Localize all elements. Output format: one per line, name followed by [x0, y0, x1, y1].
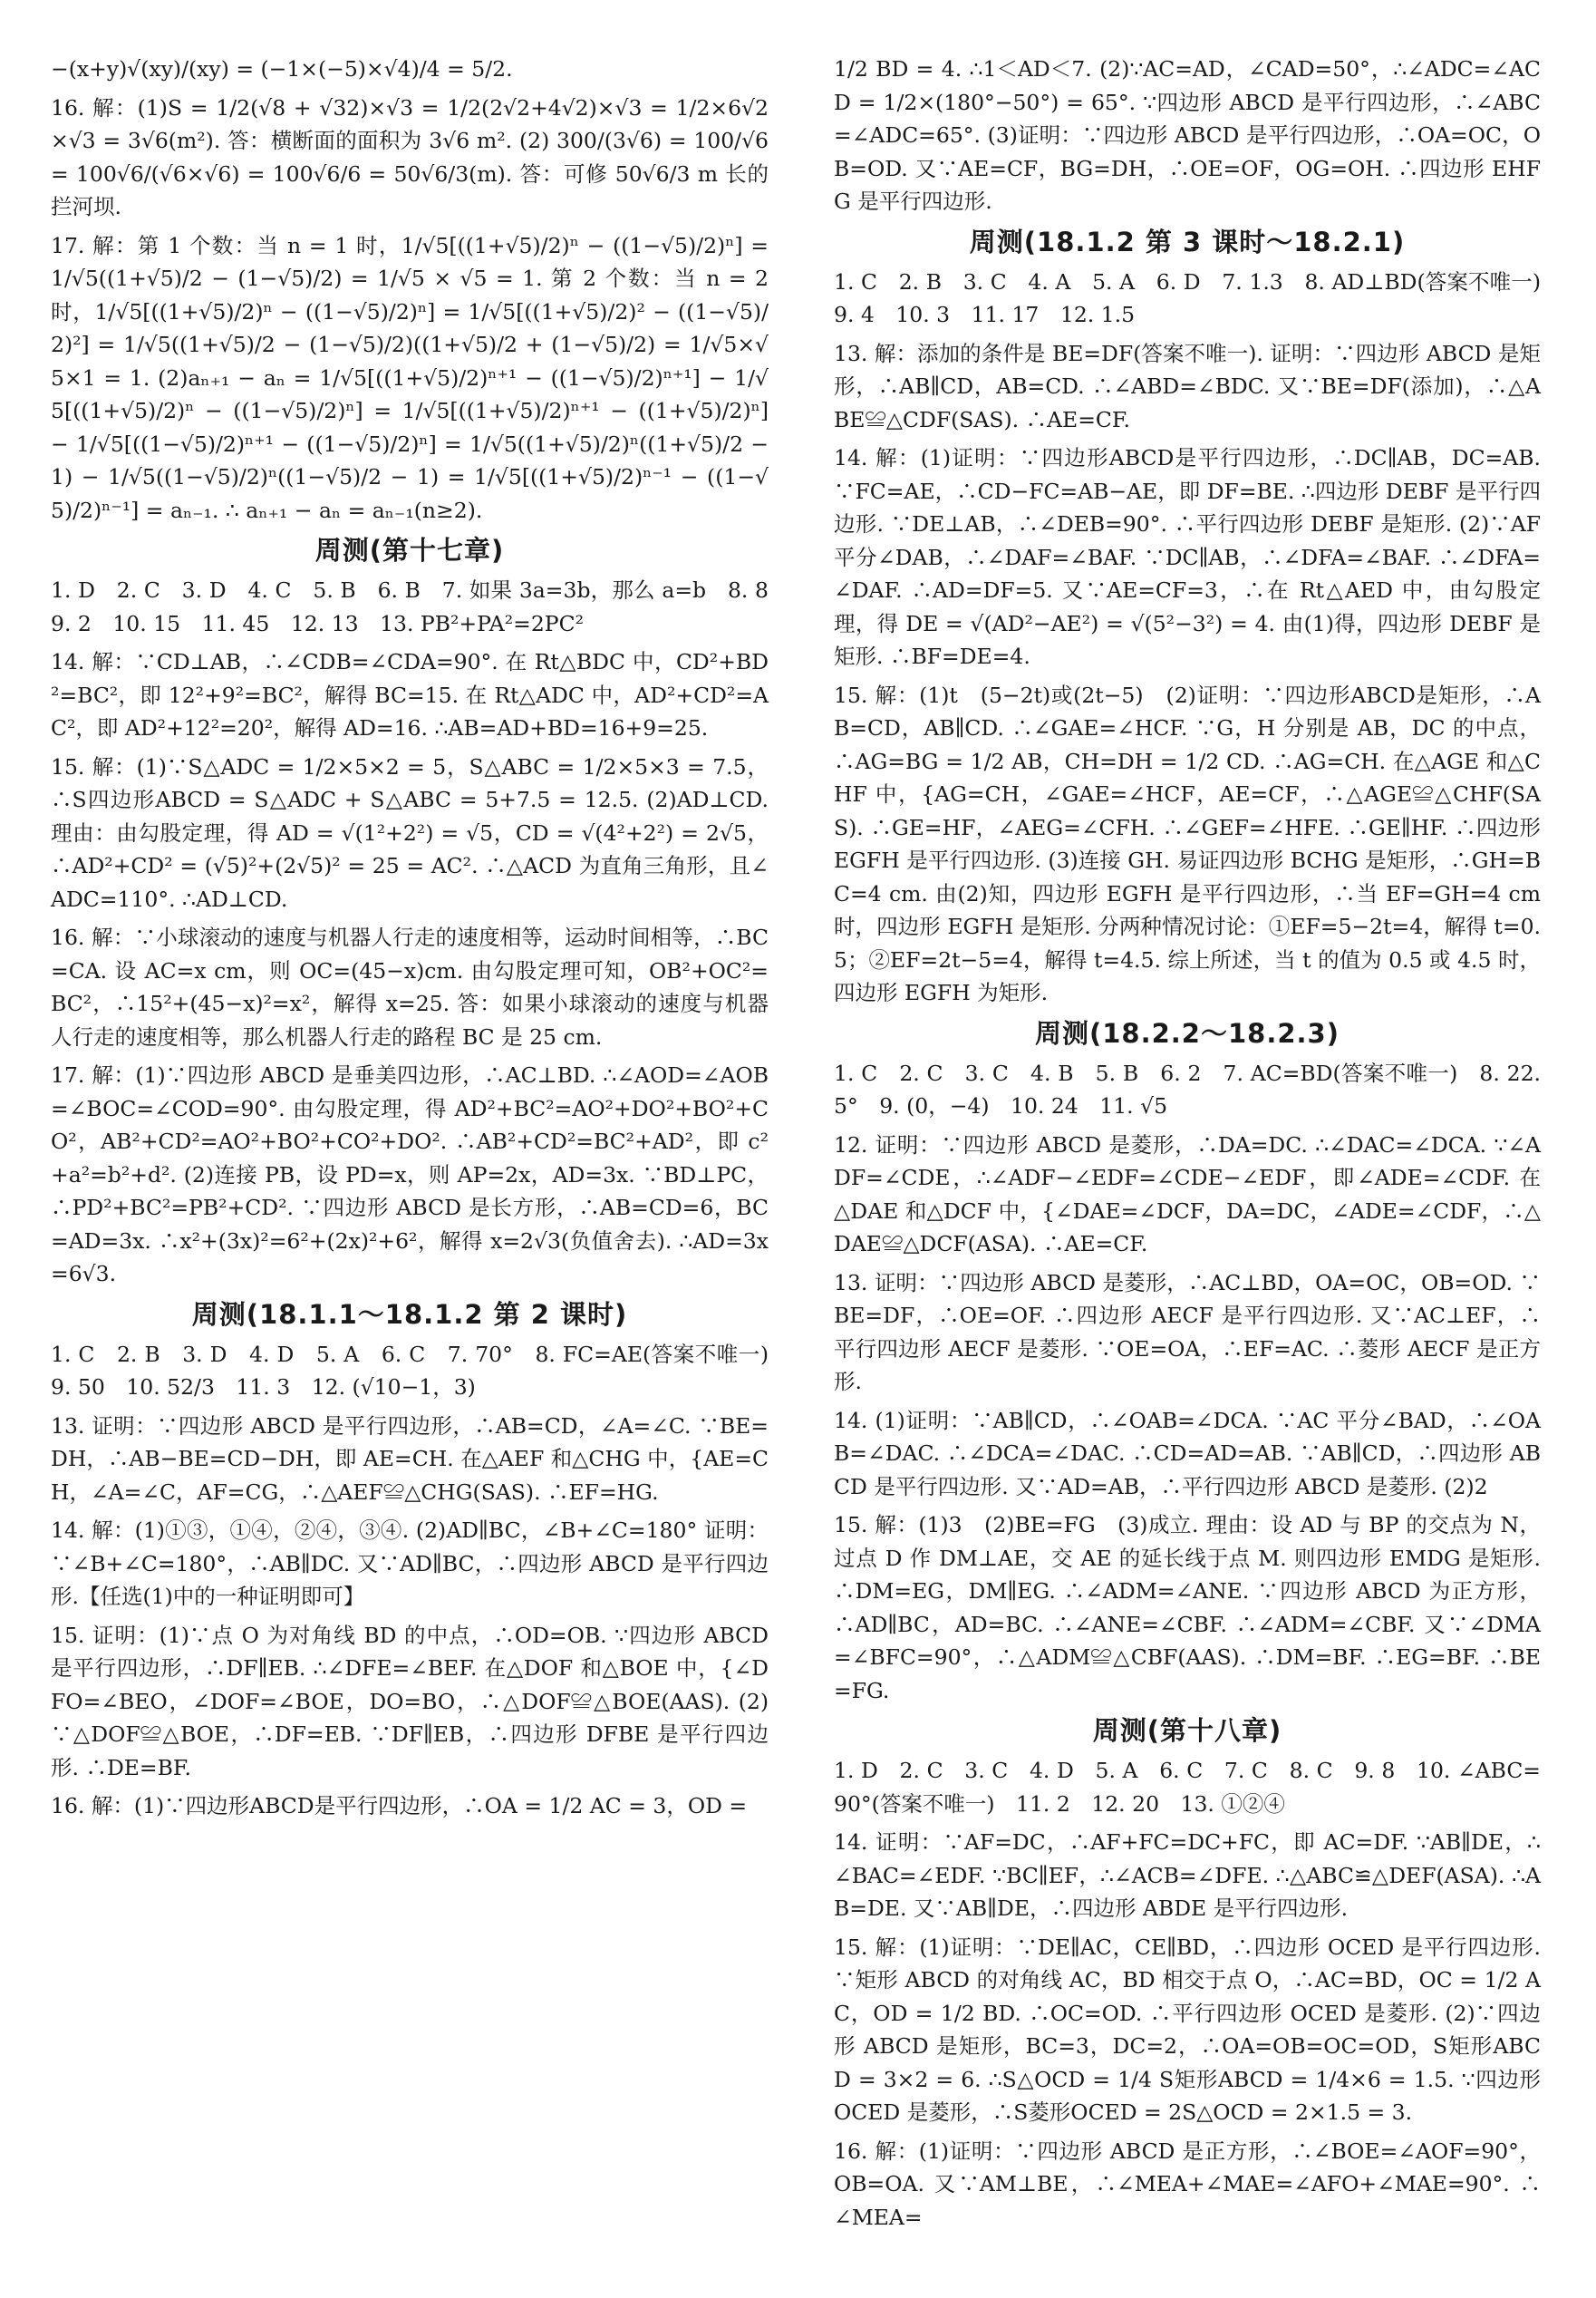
section-heading: 周测(18.1.1～18.1.2 第 2 课时): [191, 1298, 628, 1330]
answer-paragraph: 13. 解：添加的条件是 BE=DF(答案不唯一). 证明：∵四边形 ABCD 是矩形，∴AB∥CD，AB=CD. ∴∠ABD=∠BDC. 又∵BE=DF(添加)，∴△ABE≌△CDF(SAS). ∴AE=CF.: [834, 340, 1541, 432]
answer-paragraph: 14. 解：(1)证明：∵四边形ABCD是平行四边形，∴DC∥AB，DC=AB. ∵FC=AE，∴CD−FC=AB−AE，即 DF=BE. ∴四边形 DEBF 是平行四边形. ∵DE⊥AB，∴∠DEB=90°. ∴平行四边形 DEBF 是矩形. (2)∵AF 平分∠DAB，∴∠DAF=∠BAF. ∵DC∥AB，∴∠DFA=∠BAF. ∴∠DFA=∠DAF. ∴AD=DF=5. 又∵AE=CF=3，∴在 Rt△AED 中，由勾股定理，得 DE = √(AD²−AE²) = √(5²−3²) = 4. 由(1)得，四边形 DEBF 是矩形. ∴BF=DE=4.: [834, 445, 1541, 669]
section-heading: 周测(第十七章): [314, 535, 505, 566]
answer-paragraph: 1/2 BD = 4. ∴1＜AD＜7. (2)∵AC=AD，∠CAD=50°，∴∠ADC=∠ACD = 1/2×(180°−50°) = 65°. ∵四边形 ABCD 是平行四边形，∴∠ABC=∠ADC=65°. (3)证明：∵四边形 ABCD 是平行四边形，∴OA=OC，OB=OD. 又∵AE=CF，BG=DH，∴OE=OF，OG=OH. ∴四边形 EHFG 是平行四边形.: [834, 56, 1541, 214]
answer-paragraph: 15. 解：(1)证明：∵DE∥AC，CE∥BD，∴四边形 OCED 是平行四边形. ∵矩形 ABCD 的对角线 AC，BD 相交于点 O，∴AC=BD，OC = 1/2 AC，OD = 1/2 BD. ∴OC=OD. ∴平行四边形 OCED 是菱形. (2)∵四边形 ABCD 是矩形，BC=3，DC=2，∴OA=OB=OC=OD，S矩形ABCD = 3×2 = 6. ∴S△OCD = 1/4 S矩形ABCD = 1/4×6 = 1.5. ∵四边形 OCED 是菱形，∴S菱形OCED = 2S△OCD = 2×1.5 = 3.: [834, 1934, 1541, 2125]
answer-paragraph: 15. 解：(1)3 (2)BE=FG (3)成立. 理由：设 AD 与 BP 的交点为 N，过点 D 作 DM⊥AE，交 AE 的延长线于点 M. 则四边形 EMDG 是矩形. ∴DM=EG，DM∥EG. ∴∠ADM=∠ANE. ∵四边形 ABCD 为正方形，∴AD∥BC，AD=BC. ∴∠ANE=∠CBF. ∴∠ADM=∠CBF. 又∵∠DMA=∠BFC=90°，∴△ADM≌△CBF(AAS). ∴DM=BF. ∴EG=BF. ∴BE=FG.: [834, 1512, 1541, 1703]
right-column: [834, 53, 1562, 2239]
answer-paragraph: 12. 证明：∵四边形 ABCD 是菱形，∴DA=DC. ∴∠DAC=∠DCA. ∵∠ADF=∠CDE，∴∠ADF−∠EDF=∠CDE−∠EDF，即∠ADE=∠CDF. 在△DAE 和△DCF 中，{∠DAE=∠DCF，DA=DC，∠ADE=∠CDF，∴△DAE≌△DCF(ASA). ∴AE=CF.: [834, 1131, 1541, 1256]
answer-paragraph: 16. 解：(1)∵四边形ABCD是平行四边形，∴OA = 1/2 AC = 3，OD =: [51, 1793, 748, 1818]
section-heading: 周测(第十八章): [1092, 1715, 1282, 1746]
answer-paragraph: 14. 证明：∵AF=DC，∴AF+FC=DC+FC，即 AC=DF. ∵AB∥DE，∴∠BAC=∠EDF. ∵BC∥EF，∴∠ACB=∠DFE. ∴△ABC≌△DEF(ASA). ∴AB=DE. 又∵AB∥DE，∴四边形 ABDE 是平行四边形.: [834, 1829, 1541, 1921]
answer-paragraph: 14. (1)证明：∵AB∥CD，∴∠OAB=∠DCA. ∵AC 平分∠BAD，∴∠OAB=∠DAC. ∴∠DCA=∠DAC. ∴CD=AD=AB. ∵AB∥CD，∴四边形 ABCD 是平行四边形. 又∵AD=AB，∴平行四边形 ABCD 是菱形. (2)2: [834, 1407, 1541, 1499]
answer-paragraph: 15. 解：(1)∵S△ADC = 1/2×5×2 = 5，S△ABC = 1/2×5×3 = 7.5，∴S四边形ABCD = S△ADC + S△ABC = 5+7.5 = 12.5. (2)AD⊥CD. 理由：由勾股定理，得 AD = √(1²+2²) = √5，CD = √(4²+2²) = 2√5，∴AD²+CD² = (√5)²+(2√5)² = 25 = AC². ∴△ACD 为直角三角形，且∠ADC=110°. ∴AD⊥CD.: [51, 753, 769, 912]
answer-paragraph: 1. C 2. B 3. D 4. D 5. A 6. C 7. 70° 8. FC=AE(答案不唯一) 9. 50 10. 52/3 11. 3 12. (√10−1，3): [51, 1341, 790, 1400]
left-column: [51, 53, 790, 1828]
answer-paragraph: 16. 解：∵小球滚动的速度与机器人行走的速度相等，运动时间相等，∴BC=CA. 设 AC=x cm，则 OC=(45−x)cm. 由勾股定理可知，OB²+OC²=BC²，∴15²+(45−x)²=x²，解得 x=25. 答：如果小球滚动的速度与机器人行走的速度相等，那么机器人行走的路程 BC 是 25 cm.: [51, 925, 769, 1050]
answer-paragraph: −(x+y)√(xy)/(xy) = (−1×(−5)×√4)/4 = 5/2.: [51, 56, 513, 82]
answer-paragraph: 16. 解：(1)S = 1/2(√8 + √32)×√3 = 1/2(2√2+4√2)×√3 = 1/2×6√2×√3 = 3√6(m²). 答：横断面的面积为 3√6 m². (2) 300/(3√6) = 100/√6 = 100√6/(√6×√6) = 100√6/6 = 50√6/3(m). 答：可修 50√6/3 m 长的拦河坝.: [51, 94, 769, 219]
section-heading: 周测(18.1.2 第 3 课时～18.2.1): [969, 226, 1406, 257]
answer-paragraph: 1. D 2. C 3. D 4. C 5. B 6. B 7. 如果 3a=3b，那么 a=b 8. 8 9. 2 10. 15 11. 45 12. 13 13. PB²+PA²=2PC²: [51, 577, 790, 636]
answer-paragraph: 16. 解：(1)证明：∵四边形 ABCD 是正方形，∴∠BOE=∠AOF=90°，OB=OA. 又∵AM⊥BE，∴∠MEA+∠MAE=∠AFO+∠MAE=90°. ∴∠MEA=: [834, 2138, 1541, 2230]
answer-paragraph: 15. 证明：(1)∵点 O 为对角线 BD 的中点，∴OD=OB. ∵四边形 ABCD 是平行四边形，∴DF∥EB. ∴∠DFE=∠BEF. 在△DOF 和△BOE 中，{∠DFO=∠BEO，∠DOF=∠BOE，DO=BO，∴△DOF≌△BOE(AAS). (2)∵△DOF≌△BOE，∴DF=EB. ∵DF∥EB，∴四边形 DFBE 是平行四边形. ∴DE=BF.: [51, 1622, 769, 1780]
answer-paragraph: 14. 解：(1)①③，①④，②④，③④. (2)AD∥BC，∠B+∠C=180° 证明：∵∠B+∠C=180°，∴AB∥DC. 又∵AD∥BC，∴四边形 ABCD 是平行四边形.【任选(1)中的一种证明即可】: [51, 1517, 769, 1609]
answer-paragraph: 14. 解：∵CD⊥AB，∴∠CDB=∠CDA=90°. 在 Rt△BDC 中，CD²+BD²=BC²，即 12²+9²=BC²，解得 BC=15. 在 Rt△ADC 中，AD²+CD²=AC²，即 AD²+12²=20²，解得 AD=16. ∴AB=AD+BD=16+9=25.: [51, 649, 769, 741]
answer-paragraph: 15. 解：(1)t (5−2t)或(2t−5) (2)证明：∵四边形ABCD是矩形，∴AB=CD，AB∥CD. ∴∠GAE=∠HCF. ∵G，H 分别是 AB，DC 的中点，∴AG=BG = 1/2 AB，CH=DH = 1/2 CD. ∴AG=CH. 在△AGE 和△CHF 中，{AG=CH，∠GAE=∠HCF，AE=CF，∴△AGE≌△CHF(SAS). ∴GE=HF，∠AEG=∠CFH. ∴∠GEF=∠HFE. ∴GE∥HF. ∴四边形 EGFH 是平行四边形. (3)连接 GH. 易证四边形 BCHG 是矩形，∴GH=BC=4 cm. 由(2)知，四边形 EGFH 是平行四边形，∴当 EF=GH=4 cm 时，四边形 EGFH 是矩形. 分两种情况讨论：①EF=5−2t=4，解得 t=0.5；②EF=2t−5=4，解得 t=4.5. 综上所述，当 t 的值为 0.5 或 4.5 时，四边形 EGFH 为矩形.: [834, 682, 1541, 1005]
section-heading: 周测(18.2.2～18.2.3): [1034, 1017, 1340, 1049]
answer-paragraph: 13. 证明：∵四边形 ABCD 是菱形，∴AC⊥BD，OA=OC，OB=OD. ∵BE=DF，∴OE=OF. ∴四边形 AECF 是平行四边形. 又∵AC⊥EF，∴平行四边形 AECF 是菱形. ∵OE=OA，∴EF=AC. ∴菱形 AECF 是正方形.: [834, 1269, 1541, 1394]
answer-paragraph: 1. C 2. B 3. C 4. A 5. A 6. D 7. 1.3 8. AD⊥BD(答案不唯一) 9. 4 10. 3 11. 17 12. 1.5: [834, 268, 1562, 327]
answer-paragraph: 1. D 2. C 3. C 4. D 5. A 6. C 7. C 8. C 9. 8 10. ∠ABC=90°(答案不唯一) 11. 2 12. 20 13. ①②④: [834, 1758, 1541, 1817]
answer-paragraph: 17. 解：(1)∵四边形 ABCD 是垂美四边形，∴AC⊥BD. ∴∠AOD=∠AOB=∠BOC=∠COD=90°. 由勾股定理，得 AD²+BC²=AO²+DO²+BO²+CO²，AB²+CD²=AO²+BO²+CO²+DO². ∴AB²+CD²=BC²+AD²，即 c²+a²=b²+d². (2)连接 PB，设 PD=x，则 AP=2x，AD=3x. ∵BD⊥PC，∴PD²+BC²=PB²+CD². ∵四边形 ABCD 是长方形，∴AB=CD=6，BC=AD=3x. ∴x²+(3x)²=6²+(2x)²+6²，解得 x=2√3(负值舍去). ∴AD=3x=6√3.: [51, 1062, 769, 1286]
answer-paragraph: 1. C 2. C 3. C 4. B 5. B 6. 2 7. AC=BD(答案不唯一) 8. 22.5° 9. (0，−4) 10. 24 11. √5: [834, 1060, 1541, 1119]
answer-paragraph: 17. 解：第 1 个数：当 n = 1 时，1/√5[((1+√5)/2)ⁿ − ((1−√5)/2)ⁿ] = 1/√5((1+√5)/2 − (1−√5)/2) = 1/√5 × √5 = 1. 第 2 个数：当 n = 2 时，1/√5[((1+√5)/2)ⁿ − ((1−√5)/2)ⁿ] = 1/√5[((1+√5)/2)² − ((1−√5)/2)²] = 1/√5((1+√5)/2 − (1−√5)/2)((1+√5)/2 + (1−√5)/2) = 1/√5×√5×1 = 1. (2)aₙ₊₁ − aₙ = 1/√5[((1+√5)/2)ⁿ⁺¹ − ((1−√5)/2)ⁿ⁺¹] − 1/√5[((1+√5)/2)ⁿ − ((1−√5)/2)ⁿ] = 1/√5[((1+√5)/2)ⁿ⁺¹ − ((1+√5)/2)ⁿ] − 1/√5[((1−√5)/2)ⁿ⁺¹ − ((1−√5)/2)ⁿ] = 1/√5((1+√5)/2)ⁿ((1+√5)/2 − 1) − 1/√5((1−√5)/2)ⁿ((1−√5)/2 − 1) = 1/√5[((1+√5)/2)ⁿ⁻¹ − ((1−√5)/2)ⁿ⁻¹] = aₙ₋₁. ∴ aₙ₊₁ − aₙ = aₙ₋₁(n≥2).: [51, 232, 769, 523]
answer-paragraph: 13. 证明：∵四边形 ABCD 是平行四边形，∴AB=CD，∠A=∠C. ∵BE=DH，∴AB−BE=CD−DH，即 AE=CH. 在△AEF 和△CHG 中，{AE=CH，∠A=∠C，AF=CG，∴△AEF≌△CHG(SAS). ∴EF=HG.: [51, 1412, 769, 1505]
